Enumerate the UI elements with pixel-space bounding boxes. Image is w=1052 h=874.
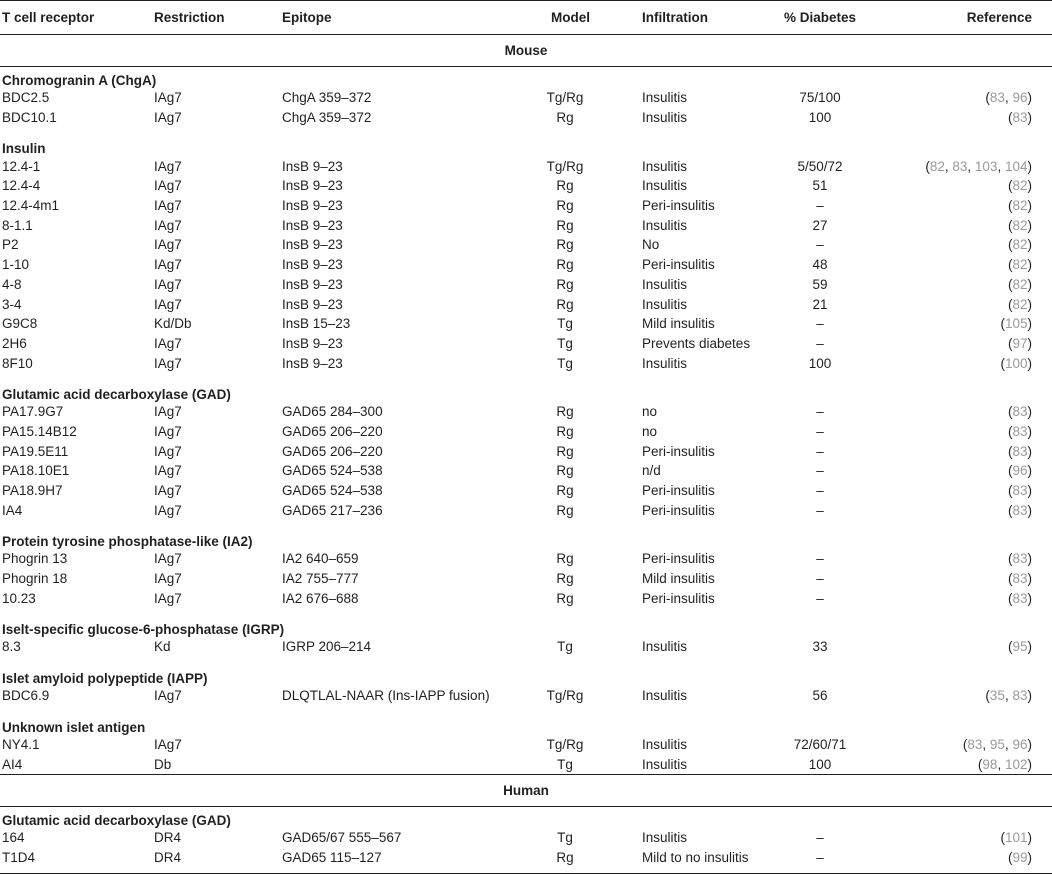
cell-reference: (82) bbox=[1007, 237, 1032, 253]
cell-epitope: InsB 9–23 bbox=[282, 276, 343, 292]
cell-restriction: IAg7 bbox=[154, 90, 182, 106]
table-row bbox=[0, 848, 1052, 868]
cell-receptor: 2H6 bbox=[2, 335, 27, 351]
reference-link: 83 bbox=[1012, 502, 1028, 518]
cell-model: Rg bbox=[556, 423, 574, 439]
cell-infiltration: Insulitis bbox=[642, 756, 688, 772]
reference-link: 97 bbox=[1012, 335, 1028, 351]
cell-reference: (82) bbox=[1007, 296, 1032, 312]
table-row bbox=[0, 686, 1052, 706]
cell-diabetes: – bbox=[816, 571, 824, 587]
table-row bbox=[0, 156, 1052, 176]
cell-restriction: IAg7 bbox=[154, 483, 182, 499]
group-name: Iselt-specific glucose-6-phosphatase (IGRP) bbox=[2, 622, 285, 638]
cell-restriction: IAg7 bbox=[154, 736, 182, 752]
cell-infiltration: n/d bbox=[642, 463, 661, 479]
cell-model: Rg bbox=[556, 551, 574, 567]
cell-model: Rg bbox=[556, 502, 574, 518]
cell-model: Rg bbox=[556, 296, 574, 312]
cell-epitope: GAD65 115–127 bbox=[282, 849, 382, 865]
cell-infiltration: Peri-insulitis bbox=[642, 198, 715, 214]
cell-reference: (97) bbox=[1007, 335, 1032, 351]
cell-receptor: 12.4-4m1 bbox=[2, 198, 60, 214]
reference-link: 82 bbox=[1012, 296, 1028, 312]
cell-infiltration: Peri-insulitis bbox=[642, 483, 715, 499]
reference-link: 83 bbox=[989, 90, 1005, 106]
cell-restriction: IAg7 bbox=[154, 590, 182, 606]
table-row bbox=[0, 255, 1052, 275]
cell-infiltration: Peri-insulitis bbox=[642, 257, 715, 273]
cell-epitope: GAD65 284–300 bbox=[282, 404, 383, 420]
group-name: Protein tyrosine phosphatase-like (IA2) bbox=[2, 534, 253, 550]
cell-reference: (82, 83, 103, 104) bbox=[925, 158, 1032, 174]
table-row bbox=[0, 422, 1052, 442]
cell-model: Tg bbox=[557, 756, 573, 772]
cell-epitope: InsB 9–23 bbox=[282, 237, 343, 253]
reference-link: 105 bbox=[1004, 316, 1028, 332]
group-title bbox=[0, 608, 1052, 637]
group-title bbox=[0, 373, 1052, 402]
cell-receptor: BDC2.5 bbox=[2, 90, 50, 106]
group-title bbox=[0, 127, 1052, 156]
reference-link: 83 bbox=[1012, 688, 1028, 704]
cell-restriction: IAg7 bbox=[154, 335, 182, 351]
group-name: Unknown islet antigen bbox=[2, 719, 146, 735]
cell-epitope: GAD65 206–220 bbox=[282, 423, 383, 439]
reference-link: 104 bbox=[1004, 158, 1028, 174]
cell-receptor: PA18.10E1 bbox=[2, 463, 70, 479]
table-row bbox=[0, 588, 1052, 608]
cell-receptor: PA15.14B12 bbox=[2, 423, 77, 439]
cell-epitope: IA2 755–777 bbox=[282, 571, 359, 587]
cell-epitope: GAD65 524–538 bbox=[282, 483, 383, 499]
cell-receptor: BDC10.1 bbox=[2, 110, 57, 126]
cell-model: Rg bbox=[556, 849, 574, 865]
cell-infiltration: no bbox=[642, 404, 658, 420]
reference-link: 82 bbox=[1012, 198, 1028, 214]
cell-diabetes: 75/100 bbox=[799, 90, 841, 106]
cell-infiltration: Peri-insulitis bbox=[642, 502, 715, 518]
section-title: Mouse bbox=[0, 34, 1052, 67]
table-row bbox=[0, 637, 1052, 657]
cell-receptor: AI4 bbox=[2, 756, 23, 772]
cell-model: Rg bbox=[556, 276, 574, 292]
cell-model: Tg/Rg bbox=[546, 90, 584, 106]
cell-reference: (96) bbox=[1007, 463, 1032, 479]
cell-infiltration: Insulitis bbox=[642, 158, 688, 174]
cell-model: Rg bbox=[556, 237, 574, 253]
cell-epitope: GAD65 524–538 bbox=[282, 463, 383, 479]
cell-receptor: NY4.1 bbox=[2, 736, 40, 752]
header-model: Model bbox=[551, 10, 590, 25]
group-name: Islet amyloid polypeptide (IAPP) bbox=[2, 670, 208, 686]
cell-diabetes: – bbox=[816, 335, 824, 351]
cell-infiltration: Insulitis bbox=[642, 736, 688, 752]
table-row bbox=[0, 215, 1052, 235]
table-row bbox=[0, 549, 1052, 569]
cell-diabetes: 51 bbox=[812, 178, 828, 194]
cell-infiltration: Mild insulitis bbox=[642, 316, 715, 332]
cell-receptor: 12.4-1 bbox=[2, 158, 41, 174]
reference-link: 83 bbox=[1012, 404, 1028, 420]
cell-reference: (82) bbox=[1007, 178, 1032, 194]
cell-restriction: IAg7 bbox=[154, 551, 182, 567]
cell-epitope: InsB 15–23 bbox=[282, 316, 351, 332]
reference-link: 83 bbox=[1012, 571, 1028, 587]
cell-epitope: InsB 9–23 bbox=[282, 335, 343, 351]
cell-diabetes: 100 bbox=[808, 355, 832, 371]
reference-link: 83 bbox=[1012, 443, 1028, 459]
header-reference: Reference bbox=[966, 10, 1032, 25]
cell-diabetes: – bbox=[816, 463, 824, 479]
cell-reference: (35, 83) bbox=[985, 688, 1032, 704]
cell-diabetes: – bbox=[816, 551, 824, 567]
table-row bbox=[0, 353, 1052, 373]
table-row bbox=[0, 461, 1052, 481]
cell-epitope: InsB 9–23 bbox=[282, 355, 343, 371]
cell-epitope: IGRP 206–214 bbox=[282, 639, 372, 655]
cell-epitope: InsB 9–23 bbox=[282, 158, 343, 174]
cell-epitope: DLQTLAL-NAAR (Ins-IAPP fusion) bbox=[282, 688, 490, 704]
cell-restriction: IAg7 bbox=[154, 404, 182, 420]
cell-reference: (82) bbox=[1007, 257, 1032, 273]
cell-receptor: 164 bbox=[2, 830, 25, 846]
header-receptor: T cell receptor bbox=[2, 10, 95, 25]
table-row bbox=[0, 176, 1052, 196]
cell-receptor: PA19.5E11 bbox=[2, 443, 69, 459]
cell-infiltration: Insulitis bbox=[642, 296, 688, 312]
cell-model: Rg bbox=[556, 463, 574, 479]
table-row bbox=[0, 314, 1052, 334]
reference-link: 96 bbox=[1012, 90, 1028, 106]
cell-epitope: InsB 9–23 bbox=[282, 257, 343, 273]
cell-diabetes: – bbox=[816, 830, 824, 846]
table-row bbox=[0, 569, 1052, 589]
cell-model: Rg bbox=[556, 571, 574, 587]
cell-diabetes: 5/50/72 bbox=[797, 158, 843, 174]
cell-receptor: PA18.9H7 bbox=[2, 483, 63, 499]
cell-epitope: IA2 640–659 bbox=[282, 551, 359, 567]
cell-reference: (95) bbox=[1007, 639, 1032, 655]
cell-receptor: Phogrin 18 bbox=[2, 571, 68, 587]
cell-model: Rg bbox=[556, 483, 574, 499]
header-restriction: Restriction bbox=[154, 10, 225, 25]
cell-restriction: Kd bbox=[154, 639, 171, 655]
cell-diabetes: – bbox=[816, 198, 824, 214]
cell-infiltration: Insulitis bbox=[642, 90, 688, 106]
cell-restriction: IAg7 bbox=[154, 237, 182, 253]
cell-diabetes: 56 bbox=[812, 688, 828, 704]
cell-reference: (99) bbox=[1007, 849, 1032, 865]
reference-link: 83 bbox=[1012, 483, 1028, 499]
cell-infiltration: Insulitis bbox=[642, 178, 688, 194]
table-row bbox=[0, 294, 1052, 314]
cell-receptor: G9C8 bbox=[2, 316, 38, 332]
cell-receptor: IA4 bbox=[2, 502, 23, 518]
cell-model: Rg bbox=[556, 198, 574, 214]
reference-link: 101 bbox=[1004, 830, 1028, 846]
table-row bbox=[0, 500, 1052, 520]
cell-epitope: GAD65 206–220 bbox=[282, 443, 383, 459]
reference-link: 83 bbox=[1012, 551, 1028, 567]
cell-restriction: IAg7 bbox=[154, 110, 182, 126]
cell-restriction: IAg7 bbox=[154, 257, 182, 273]
cell-reference: (83, 95, 96) bbox=[962, 736, 1032, 752]
cell-reference: (83) bbox=[1007, 483, 1032, 499]
cell-receptor: 4-8 bbox=[2, 276, 22, 292]
cell-diabetes: 48 bbox=[812, 257, 828, 273]
cell-diabetes: – bbox=[816, 443, 824, 459]
cell-reference: (100) bbox=[1000, 355, 1032, 371]
group-title bbox=[0, 520, 1052, 549]
reference-link: 82 bbox=[929, 158, 945, 174]
table-row bbox=[0, 235, 1052, 255]
cell-epitope: GAD65/67 555–567 bbox=[282, 830, 402, 846]
cell-receptor: 8F10 bbox=[2, 355, 33, 371]
cell-model: Rg bbox=[556, 178, 574, 194]
cell-infiltration: Insulitis bbox=[642, 639, 688, 655]
cell-reference: (82) bbox=[1007, 198, 1032, 214]
cell-reference: (82) bbox=[1007, 217, 1032, 233]
reference-link: 83 bbox=[1012, 590, 1028, 606]
header-epitope: Epitope bbox=[282, 10, 332, 25]
reference-link: 95 bbox=[989, 736, 1005, 752]
cell-infiltration: Insulitis bbox=[642, 110, 688, 126]
reference-link: 96 bbox=[1012, 463, 1028, 479]
cell-diabetes: – bbox=[816, 483, 824, 499]
reference-link: 98 bbox=[982, 756, 998, 772]
cell-receptor: Phogrin 13 bbox=[2, 551, 68, 567]
cell-restriction: Db bbox=[154, 756, 172, 772]
table-row bbox=[0, 108, 1052, 128]
reference-link: 95 bbox=[1012, 639, 1028, 655]
cell-restriction: IAg7 bbox=[154, 571, 182, 587]
cell-diabetes: – bbox=[816, 849, 824, 865]
table-row bbox=[0, 334, 1052, 354]
cell-restriction: IAg7 bbox=[154, 688, 182, 704]
cell-diabetes: 72/60/71 bbox=[793, 736, 847, 752]
table-row bbox=[0, 88, 1052, 108]
cell-receptor: 1-10 bbox=[2, 257, 30, 273]
header-diabetes: % Diabetes bbox=[783, 10, 857, 25]
reference-link: 103 bbox=[974, 158, 998, 174]
cell-infiltration: Insulitis bbox=[642, 688, 688, 704]
reference-link: 82 bbox=[1012, 276, 1028, 292]
cell-infiltration: no bbox=[642, 423, 658, 439]
cell-infiltration: Peri-insulitis bbox=[642, 551, 715, 567]
section-title: Human bbox=[0, 774, 1052, 807]
cell-epitope: IA2 676–688 bbox=[282, 590, 359, 606]
reference-link: 83 bbox=[1012, 423, 1028, 439]
table-row bbox=[0, 196, 1052, 216]
group-name: Glutamic acid decarboxylase (GAD) bbox=[2, 386, 231, 402]
group-title bbox=[0, 807, 1052, 828]
cell-receptor: P2 bbox=[2, 237, 19, 253]
cell-restriction: IAg7 bbox=[154, 296, 182, 312]
cell-restriction: IAg7 bbox=[154, 463, 182, 479]
cell-diabetes: 59 bbox=[812, 276, 828, 292]
cell-infiltration: Insulitis bbox=[642, 217, 688, 233]
reference-link: 82 bbox=[1012, 217, 1028, 233]
table-row bbox=[0, 441, 1052, 461]
cell-diabetes: – bbox=[816, 237, 824, 253]
reference-link: 96 bbox=[1012, 736, 1028, 752]
cell-diabetes: – bbox=[816, 404, 824, 420]
cell-model: Tg bbox=[557, 830, 573, 846]
reference-link: 82 bbox=[1012, 237, 1028, 253]
cell-epitope: ChgA 359–372 bbox=[282, 110, 372, 126]
cell-reference: (83) bbox=[1007, 571, 1032, 587]
table-row bbox=[0, 402, 1052, 422]
cell-diabetes: – bbox=[816, 502, 824, 518]
reference-link: 102 bbox=[1004, 756, 1028, 772]
cell-reference: (83) bbox=[1007, 443, 1032, 459]
cell-restriction: IAg7 bbox=[154, 178, 182, 194]
cell-model: Rg bbox=[556, 404, 574, 420]
cell-reference: (101) bbox=[1000, 830, 1032, 846]
cell-infiltration: Insulitis bbox=[642, 276, 688, 292]
table-header bbox=[0, 0, 1052, 34]
cell-receptor: 8-1.1 bbox=[2, 217, 33, 233]
cell-restriction: IAg7 bbox=[154, 443, 182, 459]
reference-link: 83 bbox=[952, 158, 968, 174]
cell-diabetes: 27 bbox=[812, 217, 828, 233]
cell-reference: (83) bbox=[1007, 423, 1032, 439]
group-name: Insulin bbox=[2, 141, 46, 157]
reference-link: 100 bbox=[1004, 355, 1028, 371]
cell-restriction: DR4 bbox=[154, 830, 182, 846]
cell-model: Tg bbox=[557, 639, 573, 655]
reference-link: 83 bbox=[967, 736, 983, 752]
cell-model: Tg/Rg bbox=[546, 736, 584, 752]
group-name: Chromogranin A (ChgA) bbox=[2, 73, 157, 88]
cell-receptor: 12.4-4 bbox=[2, 178, 41, 194]
cell-receptor: T1D4 bbox=[2, 849, 36, 865]
cell-infiltration: Prevents diabetes bbox=[642, 335, 751, 351]
table-row bbox=[0, 754, 1052, 774]
cell-infiltration: Peri-insulitis bbox=[642, 443, 715, 459]
cell-restriction: IAg7 bbox=[154, 423, 182, 439]
table-row bbox=[0, 481, 1052, 501]
cell-model: Tg/Rg bbox=[546, 688, 584, 704]
cell-epitope: InsB 9–23 bbox=[282, 296, 343, 312]
cell-receptor: PA17.9G7 bbox=[2, 404, 64, 420]
cell-model: Rg bbox=[556, 217, 574, 233]
cell-receptor: 8.3 bbox=[2, 639, 21, 655]
cell-infiltration: Peri-insulitis bbox=[642, 590, 715, 606]
cell-restriction: IAg7 bbox=[154, 217, 182, 233]
cell-infiltration: Insulitis bbox=[642, 355, 688, 371]
cell-infiltration: Mild insulitis bbox=[642, 571, 715, 587]
cell-restriction: IAg7 bbox=[154, 198, 182, 214]
reference-link: 99 bbox=[1012, 849, 1028, 865]
cell-model: Tg/Rg bbox=[546, 158, 584, 174]
cell-model: Tg bbox=[557, 335, 573, 351]
cell-epitope: ChgA 359–372 bbox=[282, 90, 372, 106]
cell-restriction: DR4 bbox=[154, 849, 182, 865]
cell-infiltration: No bbox=[642, 237, 660, 253]
cell-restriction: IAg7 bbox=[154, 502, 182, 518]
cell-infiltration: Insulitis bbox=[642, 830, 688, 846]
cell-diabetes: 21 bbox=[812, 296, 828, 312]
cell-restriction: Kd/Db bbox=[154, 316, 192, 332]
cell-model: Tg bbox=[557, 316, 573, 332]
reference-link: 82 bbox=[1012, 257, 1028, 273]
cell-reference: (83) bbox=[1007, 502, 1032, 518]
reference-link: 35 bbox=[989, 688, 1005, 704]
group-title bbox=[0, 67, 1052, 88]
cell-model: Rg bbox=[556, 257, 574, 273]
cell-diabetes: – bbox=[816, 590, 824, 606]
header-infiltration: Infiltration bbox=[642, 10, 708, 25]
cell-diabetes: – bbox=[816, 423, 824, 439]
cell-diabetes: 33 bbox=[812, 639, 828, 655]
reference-link: 83 bbox=[1012, 110, 1028, 126]
cell-reference: (82) bbox=[1007, 276, 1032, 292]
cell-epitope: InsB 9–23 bbox=[282, 217, 343, 233]
cell-infiltration: Mild to no insulitis bbox=[642, 849, 749, 865]
cell-reference: (83) bbox=[1007, 404, 1032, 420]
cell-diabetes: 100 bbox=[808, 756, 832, 772]
cell-model: Rg bbox=[556, 110, 574, 126]
cell-model: Tg bbox=[557, 355, 573, 371]
cell-receptor: 10.23 bbox=[2, 590, 36, 606]
cell-reference: (105) bbox=[1000, 316, 1032, 332]
cell-receptor: BDC6.9 bbox=[2, 688, 50, 704]
cell-reference: (83) bbox=[1007, 551, 1032, 567]
cell-restriction: IAg7 bbox=[154, 158, 182, 174]
cell-receptor: 3-4 bbox=[2, 296, 22, 312]
group-name: Glutamic acid decarboxylase (GAD) bbox=[2, 812, 231, 828]
cell-model: Rg bbox=[556, 443, 574, 459]
cell-epitope: InsB 9–23 bbox=[282, 178, 343, 194]
cell-diabetes: 100 bbox=[808, 110, 832, 126]
cell-reference: (98, 102) bbox=[977, 756, 1032, 772]
cell-restriction: IAg7 bbox=[154, 276, 182, 292]
table-row bbox=[0, 828, 1052, 848]
cell-reference: (83) bbox=[1007, 590, 1032, 606]
cell-restriction: IAg7 bbox=[154, 355, 182, 371]
cell-reference: (83, 96) bbox=[985, 90, 1032, 106]
cell-epitope: GAD65 217–236 bbox=[282, 502, 383, 518]
table-row bbox=[0, 735, 1052, 755]
cell-model: Rg bbox=[556, 590, 574, 606]
group-title bbox=[0, 657, 1052, 686]
group-title bbox=[0, 706, 1052, 735]
cell-diabetes: – bbox=[816, 316, 824, 332]
table-row bbox=[0, 275, 1052, 295]
cell-reference: (83) bbox=[1007, 110, 1032, 126]
cell-epitope: InsB 9–23 bbox=[282, 198, 343, 214]
table-body bbox=[0, 34, 1052, 874]
reference-link: 82 bbox=[1012, 178, 1028, 194]
